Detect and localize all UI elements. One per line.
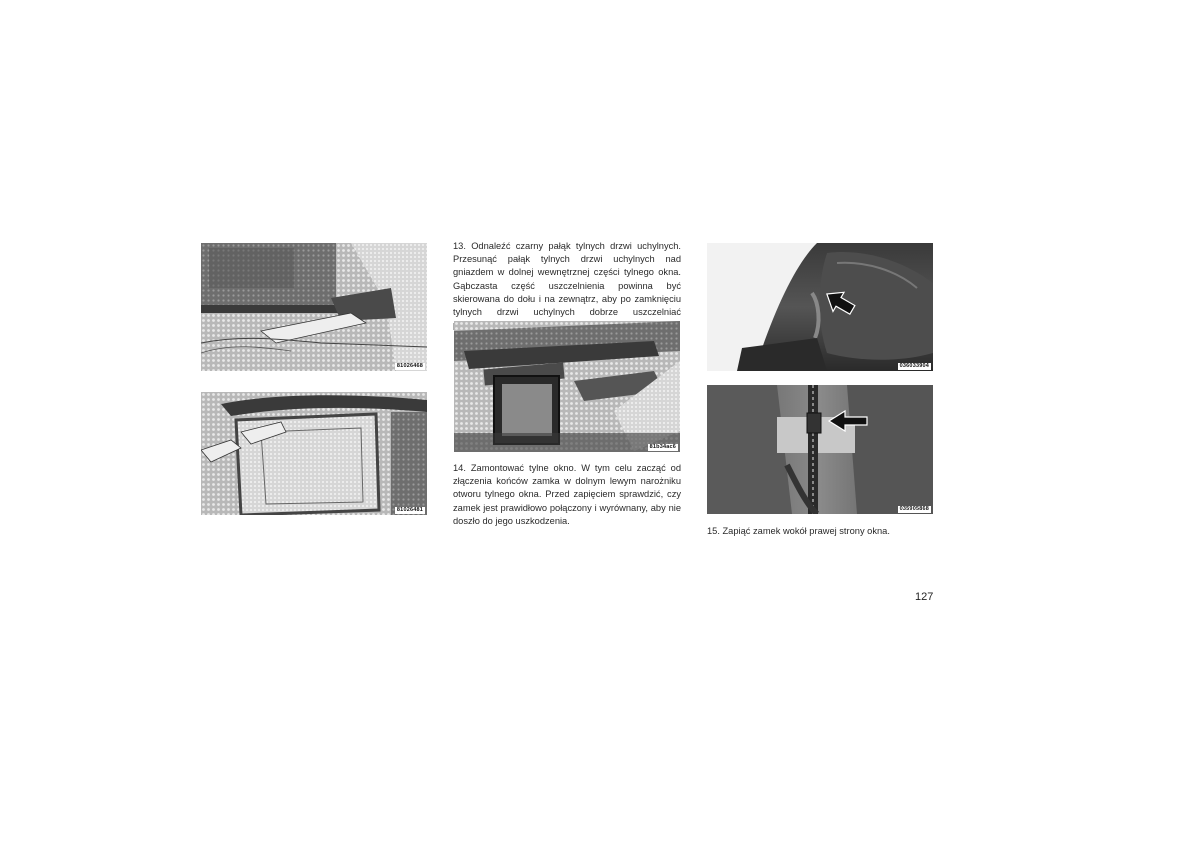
figure-rear-window-bar: [201, 243, 427, 371]
figure-id-label: 036033904: [899, 363, 929, 369]
figure-zipper-corner: [707, 243, 933, 371]
figure-4-illustration: [707, 243, 933, 371]
figure-id-label: 81b34ac6: [649, 444, 676, 450]
page-number: 127: [915, 591, 934, 603]
figure-2-illustration: [201, 392, 427, 515]
figure-id-label: 81026468: [396, 363, 423, 369]
figure-id-label: 81026481: [396, 507, 423, 513]
step-15-text: 15. Zapiąć zamek wokół prawej strony okna.: [707, 526, 890, 536]
figure-zipper-right-side: [707, 385, 933, 514]
step-13-text: 13. Odnaleźć czarny pałąk tylnych drzwi uchylnych. Przesunąć pałąk tylnych drzwi uchylnych nad gniazdem w dolnej wewnętrznej części tylnego okna. Gąbczasta część uszczelnienia powinna być skierowana do dołu i na zewnątrz, aby po zamknięciu tylnych drzwi uchylnych dobrze uszczelniać: [453, 241, 681, 318]
figure-rear-window-installation: [201, 392, 427, 515]
figure-5-illustration: [707, 385, 933, 514]
figure-3-illustration: [454, 321, 680, 452]
figure-1-illustration: [201, 243, 427, 371]
step-14-text: 14. Zamontować tylne okno. W tym celu zacząć od złączenia końców zamka w dolnym lewym narożniku otworu tylnego okna. Przed zapięciem sprawdzić, czy zamek jest prawidłowo połączony i wyrównany, aby nie doszło do jego uszkodzenia.: [453, 463, 681, 526]
figure-liftgate-bar: [454, 321, 680, 452]
figure-id-label: 035905868: [899, 506, 929, 512]
